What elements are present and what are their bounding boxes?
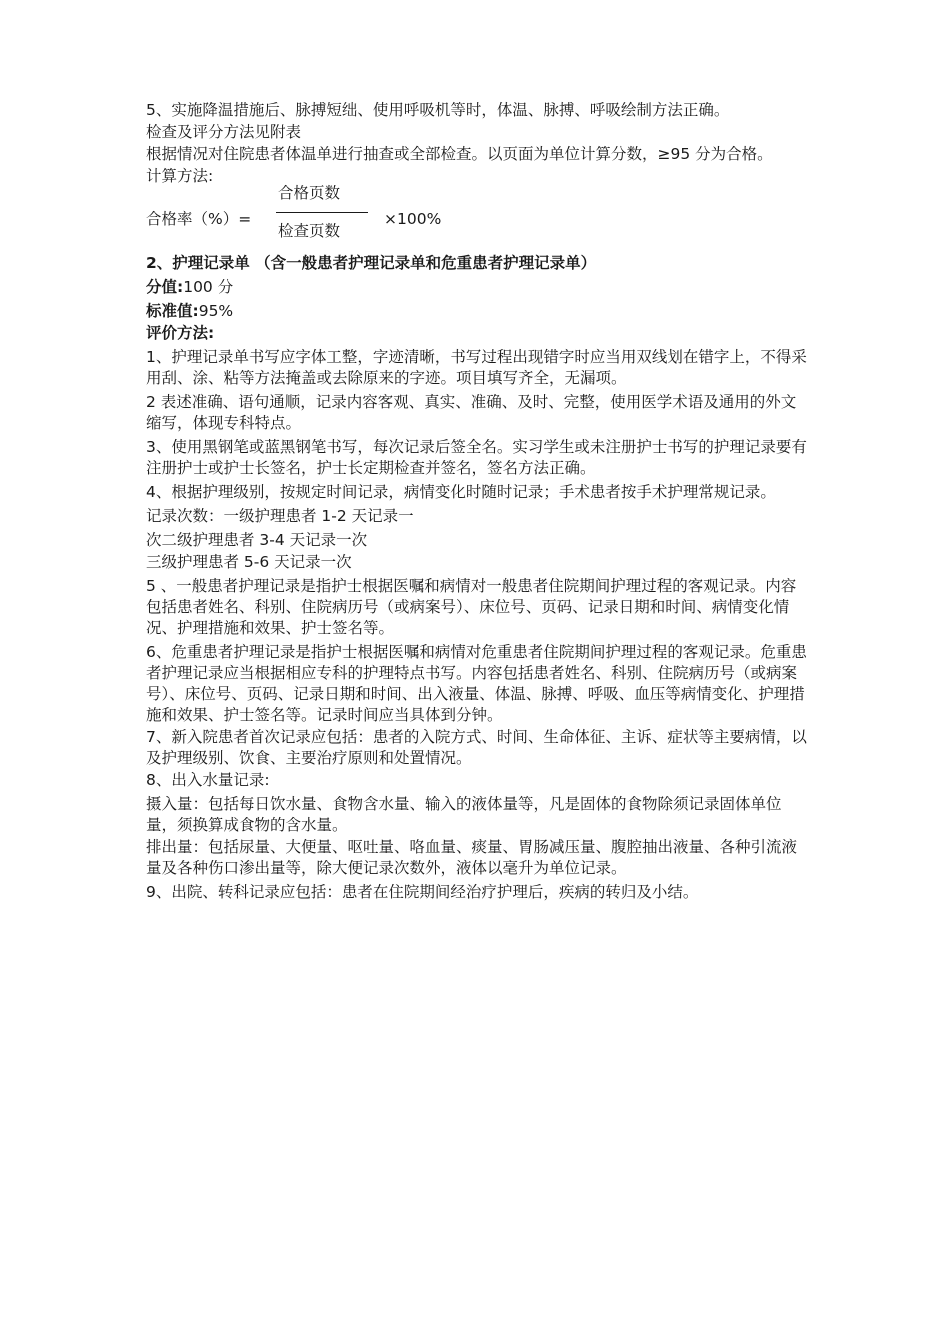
paragraph-check-method: 检查及评分方法见附表 [146,123,302,141]
formula-lhs: 合格率（%）= [146,210,252,228]
score-value: 100 分 [183,278,234,296]
fraction-bar [276,212,368,213]
eval-item-2: 2 表述准确、语句通顺，记录内容客观、真实、准确、及时、完整，使用医学术语及通用的外文缩写，体现专科特点。 [146,393,797,432]
intake-paragraph: 摄入量：包括每日饮水量、食物含水量、输入的液体量等，凡是固体的食物除须记录固体单位量，须换算成食物的含水量。 [146,795,782,834]
formula-denominator: 检查页数 [278,222,341,240]
eval-item-7: 7、新入院患者首次记录应包括：患者的入院方式、时间、生命体征、主诉、症状等主要病情，以及护理级别、饮食、主要治疗原则和处置情况。 [146,728,807,767]
paragraph-intro-5: 5、实施降温措施后、脉搏短绌、使用呼吸机等时，体温、脉搏、呼吸绘制方法正确。 [146,101,730,119]
pass-rate-formula [146,184,810,253]
eval-item-3: 3、使用黑钢笔或蓝黑钢笔书写，每次记录后签全名。实习学生或未注册护士书写的护理记录要有注册护士或护士长签名，护士长定期检查并签名，签名方法正确。 [146,438,807,477]
standard-value: 95% [198,302,234,320]
standard-line [146,301,810,322]
score-line [146,277,810,298]
freq-line-2: 次二级护理患者 3-4 天记录一次 [146,531,368,549]
paragraph-calc-label: 计算方法: [146,167,214,185]
eval-item-1: 1、护理记录单书写应字体工整，字迹清晰，书写过程出现错字时应当用双线划在错字上，不得采用刮、涂、粘等方法掩盖或去除原来的字迹。项目填写齐全，无漏项。 [146,348,807,387]
eval-label: 评价方法: [146,324,215,342]
formula-numerator: 合格页数 [278,184,341,202]
eval-item-8: 8、出入水量记录: [146,771,270,789]
standard-label: 标准值: [146,302,199,320]
eval-item-6: 6、危重患者护理记录是指护士根据医嘱和病情对危重患者住院期间护理过程的客观记录。危重患者护理记录应当根据相应专科的护理特点书写。内容包括患者姓名、科别、住院病历号（或病案号）、床位号、页码、记录日期和时间、出入液量、体温、脉搏、呼吸、血压等病情变化、护理措施和效果、护士签名等。记录时间应当具体到分钟。 [146,643,807,724]
eval-item-5: 5 、一般患者护理记录是指护士根据医嘱和病情对一般患者住院期间护理过程的客观记录。内容包括患者姓名、科别、住院病历号（或病案号）、床位号、页码、记录日期和时间、病情变化情况、护理措施和效果、护士签名等。 [146,577,797,637]
document-page [146,100,810,904]
paragraph-check-desc: 根据情况对住院患者体温单进行抽查或全部检查。以页面为单位计算分数，≥95 分为合格。 [146,145,773,163]
score-label: 分值: [146,278,184,296]
freq-line-1: 记录次数：一级护理患者 1-2 天记录一 [146,507,414,525]
formula-multiplier: ×100% [384,210,442,228]
eval-item-9: 9、出院、转科记录应包括：患者在住院期间经治疗护理后，疾病的转归及小结。 [146,883,699,901]
section-heading: 2、护理记录单 （含一般患者护理记录单和危重患者护理记录单） [146,254,597,272]
eval-item-4: 4、根据护理级别，按规定时间记录，病情变化时随时记录；手术患者按手术护理常规记录。 [146,483,776,501]
output-paragraph: 排出量：包括尿量、大便量、呕吐量、咯血量、痰量、胃肠减压量、腹腔抽出液量、各种引流液量及各种伤口渗出量等，除大便记录次数外，液体以毫升为单位记录。 [146,838,798,877]
freq-line-3: 三级护理患者 5-6 天记录一次 [146,553,352,571]
